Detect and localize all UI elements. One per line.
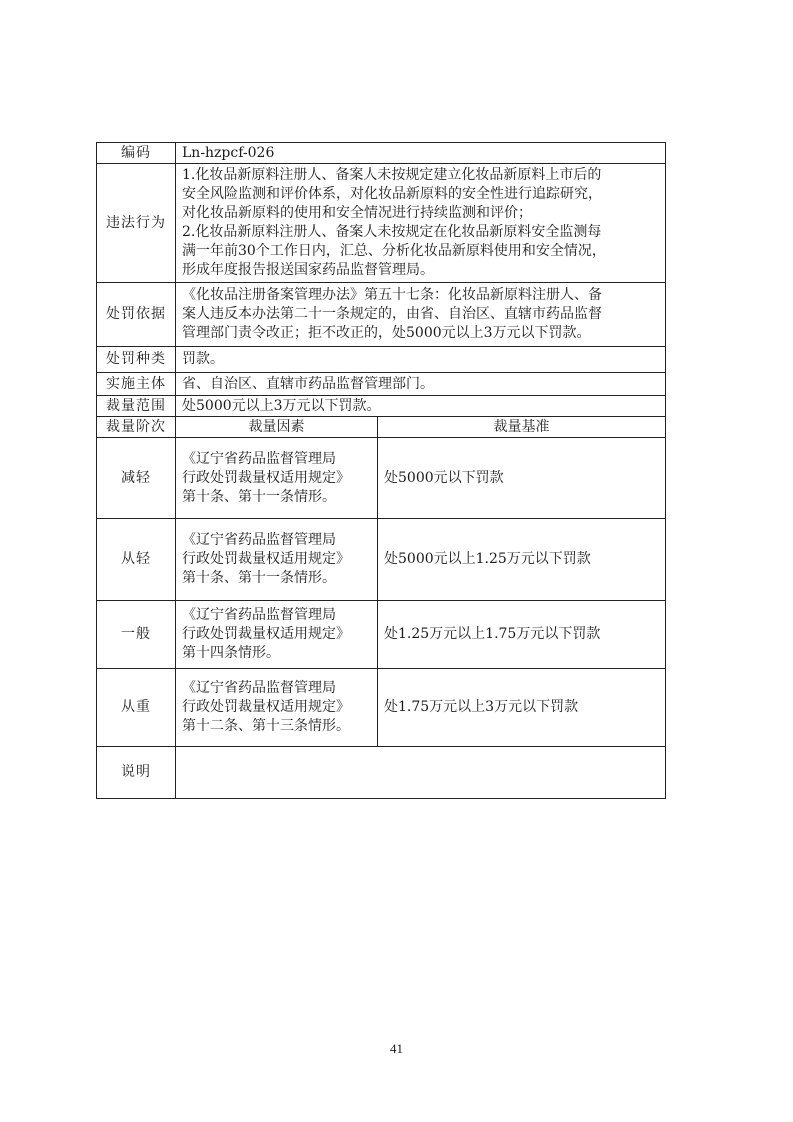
note-label: 说明 (97, 747, 176, 799)
note-value (176, 747, 666, 799)
level-factor (176, 519, 378, 601)
basis-text (176, 283, 666, 347)
factor-line: 《辽宁省药品监督管理局 (182, 680, 336, 696)
code-label: 编码 (97, 143, 176, 164)
violation-line: 形成年度报告报送国家药品监督管理局。 (182, 262, 434, 278)
page-number: 41 (390, 1041, 403, 1056)
level-row-heavier (97, 669, 666, 747)
factor-line: 第十二条、第十三条情形。 (182, 718, 350, 734)
basis-line: 案人违反本办法第二十一条规定的，由省、自治区、直辖市药品监督 (182, 306, 602, 322)
code-row (97, 143, 666, 164)
basis-label: 处罚依据 (97, 283, 176, 347)
level-header-row (97, 417, 666, 438)
level-row-lighter (97, 519, 666, 601)
level-row-mitigated (97, 438, 666, 519)
level-name: 从轻 (97, 519, 176, 601)
type-label: 处罚种类 (97, 347, 176, 373)
violation-line: 安全风险监测和评价体系，对化妆品新原料的安全性进行追踪研究， (182, 186, 602, 202)
subject-value: 省、自治区、直辖市药品监督管理部门。 (176, 373, 666, 396)
violation-line: 2.化妆品新原料注册人、备案人未按规定在化妆品新原料安全监测每 (182, 224, 602, 240)
violation-line: 1.化妆品新原料注册人、备案人未按规定建立化妆品新原料上市后的 (182, 167, 602, 183)
subject-row (97, 373, 666, 396)
violation-line: 对化妆品新原料的使用和安全情况进行持续监测和评价； (182, 205, 532, 221)
level-header: 裁量阶次 (97, 417, 176, 438)
factor-line: 行政处罚裁量权适用规定》 (182, 626, 350, 642)
factor-line: 第十四条情形。 (182, 645, 280, 661)
factor-line: 行政处罚裁量权适用规定》 (182, 551, 350, 567)
level-name: 从重 (97, 669, 176, 747)
subject-label: 实施主体 (97, 373, 176, 396)
level-row-general (97, 601, 666, 669)
type-value: 罚款。 (176, 347, 666, 373)
level-factor (176, 669, 378, 747)
level-standard: 处1.25万元以上1.75万元以下罚款 (378, 601, 666, 669)
basis-line: 《化妆品注册备案管理办法》第五十七条：化妆品新原料注册人、备 (182, 287, 602, 303)
factor-line: 行政处罚裁量权适用规定》 (182, 699, 350, 715)
penalty-table (96, 142, 666, 799)
basis-line: 管理部门责令改正；拒不改正的，处5000元以上3万元以下罚款。 (182, 325, 591, 341)
level-factor (176, 438, 378, 519)
level-standard: 处5000元以下罚款 (378, 438, 666, 519)
factor-line: 第十条、第十一条情形。 (182, 570, 336, 586)
violation-label: 违法行为 (97, 164, 176, 283)
code-value: Ln-hzpcf-026 (176, 143, 666, 164)
range-row (97, 396, 666, 417)
basis-row (97, 283, 666, 347)
range-label: 裁量范围 (97, 396, 176, 417)
level-standard: 处1.75万元以上3万元以下罚款 (378, 669, 666, 747)
factor-line: 《辽宁省药品监督管理局 (182, 607, 336, 623)
range-value: 处5000元以上3万元以下罚款。 (176, 396, 666, 417)
standard-header: 裁量基准 (378, 417, 666, 438)
violation-text (176, 164, 666, 283)
violation-line: 满一年前30个工作日内，汇总、分析化妆品新原料使用和安全情况， (182, 243, 606, 259)
factor-header: 裁量因素 (176, 417, 378, 438)
factor-line: 第十条、第十一条情形。 (182, 488, 336, 505)
factor-line: 《辽宁省药品监督管理局 (182, 450, 336, 467)
violation-row (97, 164, 666, 283)
note-row (97, 747, 666, 799)
factor-line: 行政处罚裁量权适用规定》 (182, 469, 350, 486)
level-standard: 处5000元以上1.25万元以下罚款 (378, 519, 666, 601)
level-name: 一般 (97, 601, 176, 669)
level-name: 减轻 (97, 438, 176, 519)
level-factor (176, 601, 378, 669)
type-row (97, 347, 666, 373)
factor-line: 《辽宁省药品监督管理局 (182, 532, 336, 548)
